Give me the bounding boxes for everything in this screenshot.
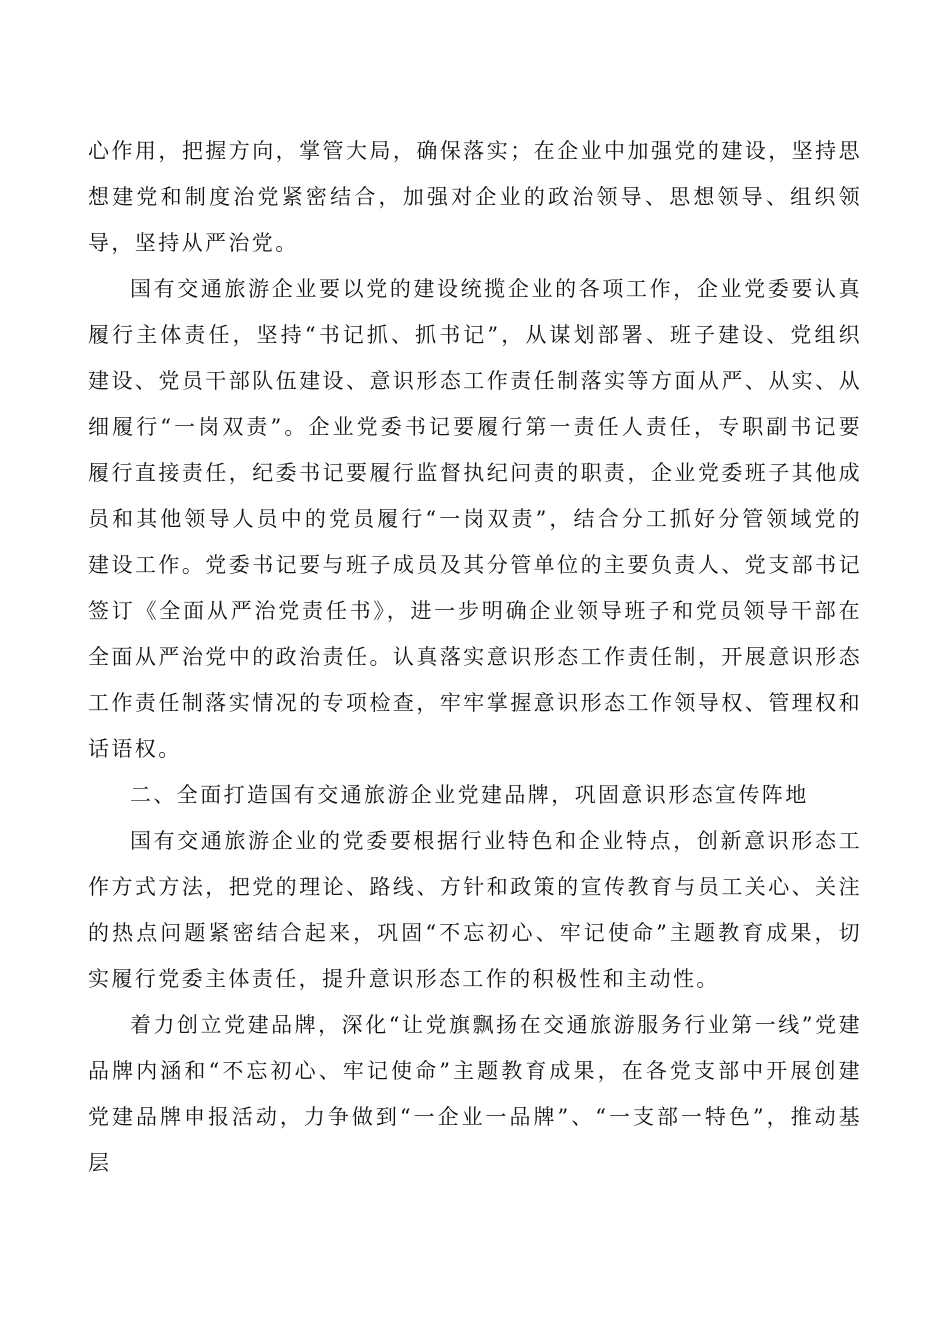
paragraph-party-responsibility: 国有交通旅游企业要以党的建设统揽企业的各项工作，企业党委要认真履行主体责任，坚持“书记抓、抓书记”，从谋划部署、班子建设、党组织建设、党员干部队伍建设、意识形态工作责任制落实等方面从严、从实、从细履行“一岗双责”。企业党委书记要履行第一责任人责任，专职副书记要履行直接责任，纪委书记要履行监督执纪问责的职责，企业党委班子其他成员和其他领导人员中的党员履行“一岗双责”，结合分工抓好分管领域党的建设工作。党委书记要与班子成员及其分管单位的主要负责人、党支部书记签订《全面从严治党责任书》，进一步明确企业领导班子和党员领导干部在全面从严治党中的政治责任。认真落实意识形态工作责任制，开展意识形态工作责任制落实情况的专项检查，牢牢掌握意识形态工作领导权、管理权和话语权。 [88,277,862,761]
paragraph-continued: 心作用，把握方向，掌管大局，确保落实；在企业中加强党的建设，坚持思想建党和制度治党紧密结合，加强对企业的政治领导、思想领导、组织领导，坚持从严治党。 [88,139,862,255]
paragraph-ideology-work: 国有交通旅游企业的党委要根据行业特色和企业特点，创新意识形态工作方式方法，把党的理论、路线、方针和政策的宣传教育与员工关心、关注的热点问题紧密结合起来，巩固“不忘初心、牢记使命”主题教育成果，切实履行党委主体责任，提升意识形态工作的积极性和主动性。 [88,829,862,991]
section-heading-2: 二、全面打造国有交通旅游企业党建品牌，巩固意识形态宣传阵地 [130,783,809,807]
document-body [88,128,862,1186]
paragraph-party-brand: 着力创立党建品牌，深化“让党旗飘扬在交通旅游服务行业第一线”党建品牌内涵和“不忘初心、牢记使命”主题教育成果，在各党支部中开展创建党建品牌申报活动，力争做到“一企业一品牌”、“一支部一特色”，推动基层 [88,1013,862,1175]
